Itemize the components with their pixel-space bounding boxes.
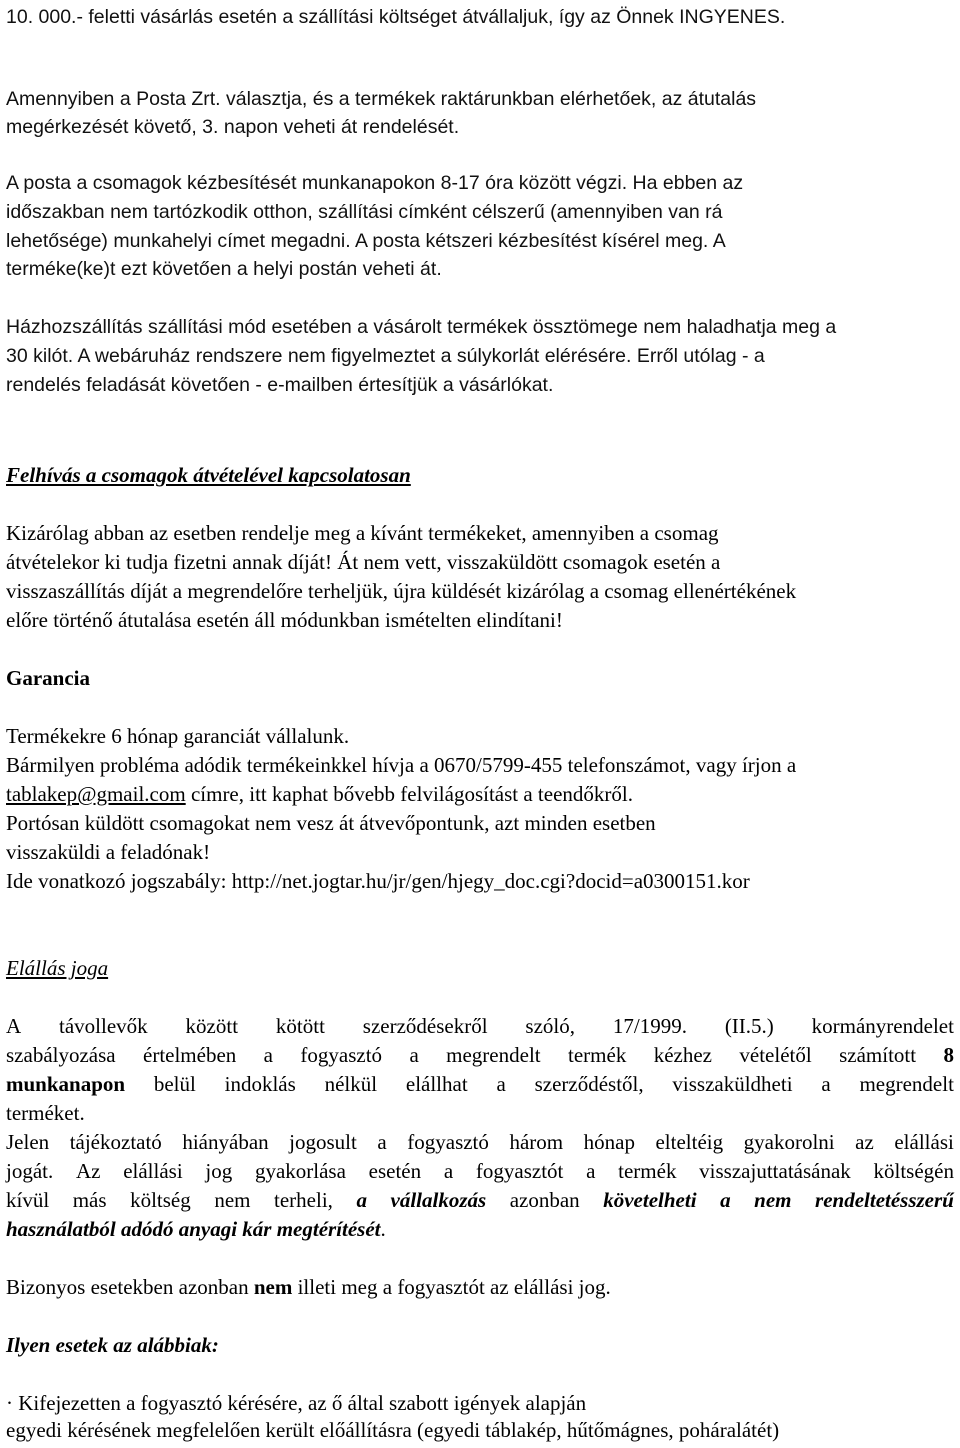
- case-bullet-continuation: egyedi kérésének megfelelően került előállításra (egyedi táblakép, hűtőmágnes, poháralátét): [6, 1418, 780, 1442]
- word: kormányrendelet: [811, 1014, 954, 1038]
- word: szóló,: [525, 1014, 575, 1038]
- word: gyakorlása: [254, 1159, 346, 1183]
- word: megrendelt: [859, 1072, 954, 1096]
- word: fogyasztó: [300, 1043, 383, 1067]
- word: követelheti: [603, 1188, 697, 1212]
- law-reference-url: http://net.jogtar.hu/jr/gen/hjegy_doc.cgi?docid=a0300151.kor: [231, 869, 750, 893]
- word: termék: [618, 1159, 677, 1183]
- word: kézhez: [653, 1043, 713, 1067]
- damage-compensation-text: használatból adódó anyagi kár megtérítését: [6, 1217, 381, 1241]
- delivery-paragraph-line: lehetősége) munkahelyi címet megadni. A posta kétszeri kézbesítést kísérel meg. A: [6, 230, 726, 252]
- word: azonban: [509, 1188, 580, 1212]
- word: elállhat: [405, 1072, 468, 1096]
- warranty-line: Bármilyen probléma adódik termékeinkkel hívja a 0670/5799-455 telefonszámot, vagy írjon a: [6, 753, 797, 777]
- warranty-heading: Garancia: [6, 666, 90, 690]
- warranty-line: visszaküldi a feladónak!: [6, 840, 211, 864]
- delivery-paragraph-line: A posta a csomagok kézbesítését munkanapokon 8-17 óra között végzi. Ha ebben az: [6, 172, 744, 194]
- word: nem: [754, 1188, 792, 1212]
- warranty-line: Portósan küldött csomagokat nem vesz át átvevőpontunk, azt minden esetben: [6, 811, 656, 835]
- word: nem: [214, 1188, 251, 1212]
- word: esetén: [368, 1159, 422, 1183]
- withdrawal-line-text: [6, 1187, 954, 1213]
- word: a: [443, 1159, 454, 1183]
- word: indoklás: [224, 1072, 296, 1096]
- withdrawal-line: [6, 1187, 954, 1213]
- word: visszajuttatásának: [699, 1159, 851, 1183]
- word: jogát.: [6, 1159, 54, 1183]
- word: szerződéstől,: [534, 1072, 644, 1096]
- weight-paragraph-line: Házhozszállítás szállítási mód esetében a vásárolt termékek össztömege nem haladhatja meg a: [6, 316, 837, 338]
- withdrawal-line: [6, 1129, 954, 1155]
- word: hiányában: [182, 1130, 269, 1154]
- posta-paragraph-line: Amennyiben a Posta Zrt. választja, és a termékek raktárunkban elérhetőek, az átutalás: [6, 88, 757, 110]
- word: más: [72, 1188, 107, 1212]
- word: jogosult: [289, 1130, 357, 1154]
- withdrawal-heading: Elállás joga: [6, 956, 109, 980]
- word: távollevők: [59, 1014, 148, 1038]
- word: a: [377, 1130, 387, 1154]
- word: értelmében: [143, 1043, 237, 1067]
- law-reference-prefix: Ide vonatkozó jogszabály:: [6, 869, 232, 893]
- word: rendeltetésszerű: [815, 1188, 954, 1212]
- warranty-email-line: [6, 781, 633, 807]
- weight-paragraph-line: rendelés feladását követően - e-mailben értesítjük a vásárlókat.: [6, 374, 554, 396]
- email-link[interactable]: tablakep@gmail.com: [6, 782, 186, 806]
- word: a: [720, 1188, 731, 1212]
- withdrawal-line-text: [6, 1158, 954, 1184]
- word: az: [855, 1130, 874, 1154]
- word: Jelen: [6, 1130, 50, 1154]
- word: elállási: [894, 1130, 954, 1154]
- word: elállási: [123, 1159, 183, 1183]
- exception-bold: nem: [253, 1275, 293, 1299]
- word: A: [6, 1014, 22, 1038]
- word: visszaküldheti: [672, 1072, 793, 1096]
- notice-line: visszaszállítás díját a megrendelőre terheljük, újra küldését kizárólag a csomag ellenértékének: [6, 579, 797, 603]
- word: számított: [839, 1043, 917, 1067]
- word: költségén: [873, 1159, 954, 1183]
- sentence-end: .: [380, 1217, 386, 1241]
- word: a: [263, 1043, 273, 1067]
- word: kívül: [6, 1188, 50, 1212]
- word: nélkül: [324, 1072, 378, 1096]
- withdrawal-line: [6, 1158, 954, 1184]
- withdrawal-line: terméket.: [6, 1101, 85, 1125]
- posta-paragraph-line: megérkezését követő, 3. napon veheti át rendelését.: [6, 116, 460, 138]
- word: szerződésekről: [362, 1014, 488, 1038]
- word: terheli,: [274, 1188, 333, 1212]
- withdrawal-line: [6, 1042, 954, 1068]
- word: a: [356, 1188, 367, 1212]
- exception-text: Bizonyos esetekben azonban: [6, 1275, 254, 1299]
- word: munkanapon: [6, 1072, 126, 1096]
- word: vételétől: [739, 1043, 812, 1067]
- delivery-paragraph-line: terméke(ke)t ezt követően a helyi postán veheti át.: [6, 258, 442, 280]
- word: a: [496, 1072, 506, 1096]
- withdrawal-line-text: [6, 1042, 954, 1068]
- warranty-line: Termékekre 6 hónap garanciát vállalunk.: [6, 724, 350, 748]
- withdrawal-line-text: [6, 1013, 954, 1039]
- free-shipping-line: 10. 000.- feletti vásárlás esetén a szállítási költséget átvállaljuk, így az Önnek INGYENES.: [6, 6, 786, 28]
- word: költség: [130, 1188, 191, 1212]
- word: a: [409, 1043, 419, 1067]
- word: Az: [75, 1159, 101, 1183]
- notice-line: előre történő átutalása esetén áll módunkban ismételten elindítani!: [6, 608, 563, 632]
- word: tájékoztató: [69, 1130, 162, 1154]
- word: fogyasztót: [475, 1159, 564, 1183]
- email-line-rest: címre, itt kaphat bővebb felvilágosítást a teendőkről.: [185, 782, 633, 806]
- case-bullet: · Kifejezetten a fogyasztó kérésére, az ő által szabott igények alapján: [6, 1391, 587, 1415]
- word: 8: [943, 1043, 954, 1067]
- exception-line: [6, 1274, 611, 1300]
- word: a: [821, 1072, 831, 1096]
- withdrawal-line: [6, 1013, 954, 1039]
- word: között: [185, 1014, 239, 1038]
- word: megrendelt: [446, 1043, 541, 1067]
- withdrawal-line-text: [6, 1129, 954, 1155]
- exception-text: illeti meg a fogyasztót az elállási jog.: [292, 1275, 611, 1299]
- withdrawal-line: [6, 1071, 954, 1097]
- notice-line: átvételekor ki tudja fizetni annak díját! Át nem vett, visszaküldött csomagok esetén a: [6, 550, 721, 574]
- word: kötött: [275, 1014, 325, 1038]
- word: gyakorolni: [743, 1130, 835, 1154]
- notice-line: Kizárólag abban az esetben rendelje meg a kívánt termékeket, amennyiben a csomag: [6, 521, 719, 545]
- word: elteltéig: [655, 1130, 724, 1154]
- law-reference-line: [6, 868, 750, 894]
- word: szabályozása: [6, 1043, 116, 1067]
- notice-heading: Felhívás a csomagok átvételével kapcsolatosan: [6, 463, 411, 487]
- word: belül: [153, 1072, 196, 1096]
- word: a: [586, 1159, 596, 1183]
- word: vállalkozás: [390, 1188, 487, 1212]
- weight-paragraph-line: 30 kilót. A webáruház rendszere nem figyelmeztet a súlykorlát elérésére. Erről utólag - a: [6, 345, 765, 367]
- word: három: [509, 1130, 564, 1154]
- word: (II.5.): [724, 1014, 774, 1038]
- delivery-paragraph-line: időszakban nem tartózkodik otthon, szállítási címként célszerű (amennyiben van rá: [6, 201, 723, 223]
- cases-heading: Ilyen esetek az alábbiak:: [6, 1333, 219, 1357]
- word: jog: [205, 1159, 233, 1183]
- word: hónap: [583, 1130, 635, 1154]
- word: termék: [568, 1043, 627, 1067]
- withdrawal-line-text: [6, 1071, 954, 1097]
- word: fogyasztó: [407, 1130, 489, 1154]
- withdrawal-line: [6, 1216, 386, 1242]
- word: 17/1999.: [612, 1014, 687, 1038]
